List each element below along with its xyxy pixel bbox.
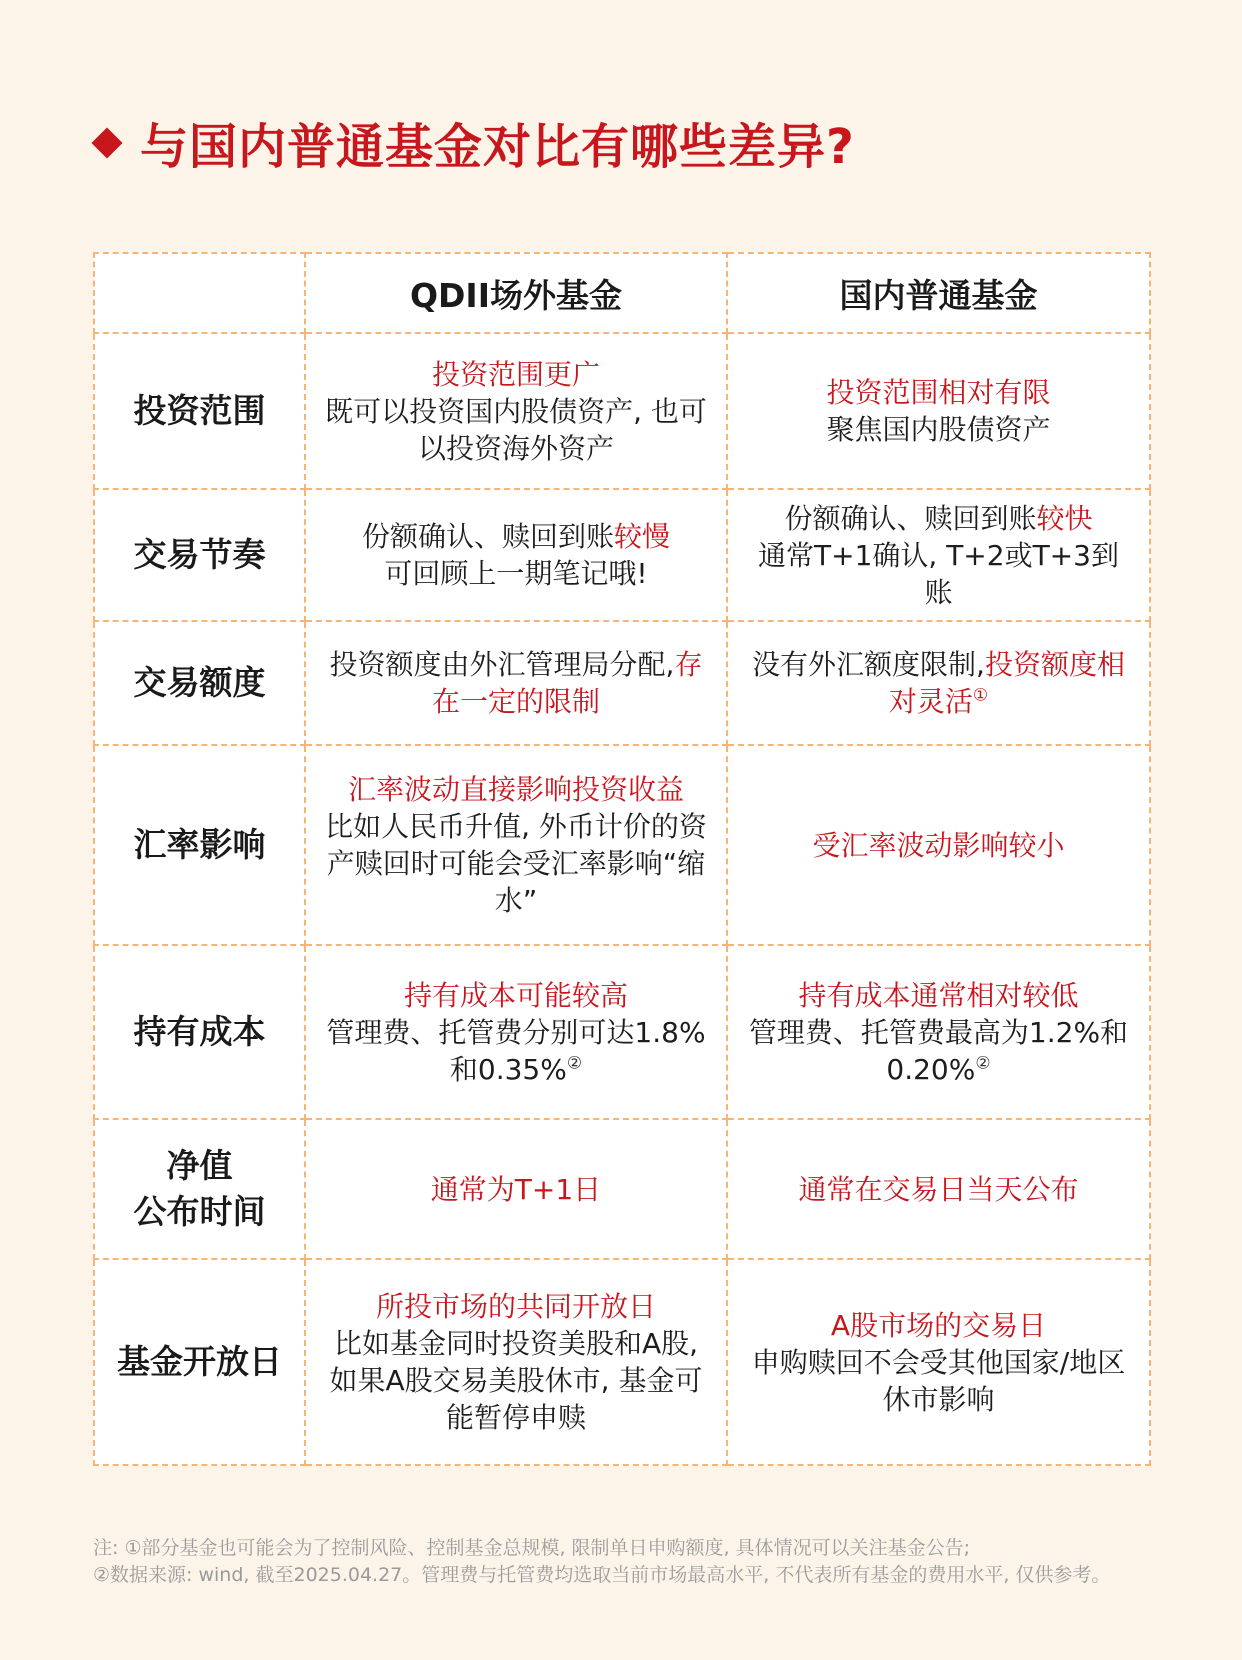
table-row <box>94 1119 1150 1259</box>
row-label-line1: 净值 <box>166 1146 233 1185</box>
domestic-cell <box>727 745 1150 945</box>
domestic-highlight: 投资范围相对有限 <box>826 376 1051 409</box>
qdii-cell <box>305 333 727 489</box>
domestic-text: 申购赎回不会受其他国家/地区休市影响 <box>751 1345 1126 1416</box>
domestic-first-line <box>746 500 1131 537</box>
qdii-cell <box>305 621 727 745</box>
table-row <box>94 745 1150 945</box>
qdii-text: 可回顾上一期笔记哦! <box>384 557 648 590</box>
footnotes <box>93 1535 1153 1589</box>
page-title: 与国内普通基金对比有哪些差异? <box>140 119 855 175</box>
qdii-highlight: 存在一定的限制 <box>431 648 703 718</box>
header-qdii: QDII场外基金 <box>305 253 727 333</box>
domestic-highlight: 持有成本通常相对较低 <box>798 978 1079 1012</box>
qdii-cell <box>305 1259 727 1465</box>
qdii-text-line <box>324 1014 708 1088</box>
qdii-cell <box>305 489 727 621</box>
row-label: 交易节奏 <box>94 489 305 621</box>
table-header-row <box>94 253 1150 333</box>
table-row <box>94 1259 1150 1465</box>
qdii-text-before: 份额确认、赎回到账 <box>361 520 614 553</box>
qdii-text: 比如基金同时投资美股和A股, 如果A股交易美股休市, 基金可能暂停申赎 <box>329 1327 703 1434</box>
comparison-table <box>93 252 1151 1466</box>
footnote-2: ②数据来源: wind, 截至2025.04.27。管理费与托管费均选取当前市场最高水平, 不代表所有基金的费用水平, 仅供参考。 <box>93 1564 1111 1586</box>
qdii-text: 既可以投资国内股债资产, 也可以投资海外资产 <box>325 394 707 465</box>
domestic-cell <box>727 1119 1150 1259</box>
footnote-mark: ② <box>566 1053 583 1074</box>
header-domestic: 国内普通基金 <box>727 253 1150 333</box>
domestic-cell <box>727 945 1150 1119</box>
domestic-highlight: 通常在交易日当天公布 <box>798 1172 1079 1206</box>
table-row <box>94 945 1150 1119</box>
row-label: 基金开放日 <box>94 1259 305 1465</box>
qdii-text: 管理费、托管费分别可达1.8%和0.35% <box>326 1015 706 1086</box>
header-empty-cell <box>94 253 305 333</box>
domestic-text: 管理费、托管费最高为1.2%和0.20% <box>748 1015 1129 1086</box>
domestic-text-line <box>746 1014 1131 1088</box>
domestic-cell <box>727 489 1150 621</box>
qdii-first-line <box>324 518 708 555</box>
footnote-mark: ② <box>975 1053 991 1074</box>
qdii-cell <box>305 945 727 1119</box>
domestic-cell <box>727 333 1150 489</box>
qdii-text: 比如人民币升值, 外币计价的资产赎回时可能会受汇率影响“缩水” <box>325 810 707 917</box>
row-label <box>94 1119 305 1259</box>
row-label: 汇率影响 <box>94 745 305 945</box>
qdii-cell <box>305 1119 727 1259</box>
title-block <box>92 108 855 177</box>
table-row <box>94 333 1150 489</box>
diamond-bullet-icon <box>91 127 122 158</box>
qdii-highlight: 所投市场的共同开放日 <box>375 1290 656 1323</box>
row-label-line2: 公布时间 <box>133 1192 266 1231</box>
domestic-cell <box>727 1259 1150 1465</box>
qdii-highlight: 较慢 <box>614 520 671 553</box>
domestic-highlight: A股市场的交易日 <box>830 1308 1047 1342</box>
domestic-text-before: 份额确认、赎回到账 <box>784 501 1037 535</box>
domestic-text: 聚焦国内股债资产 <box>826 413 1051 446</box>
qdii-highlight: 汇率波动直接影响投资收益 <box>347 773 684 806</box>
qdii-highlight: 持有成本可能较高 <box>403 978 628 1012</box>
domestic-text: 通常T+1确认, T+2或T+3到账 <box>758 538 1119 609</box>
domestic-cell <box>727 621 1150 745</box>
table-row <box>94 621 1150 745</box>
domestic-text: 没有外汇额度限制, <box>752 648 985 681</box>
row-label: 投资范围 <box>94 333 305 489</box>
footnote-mark: ① <box>972 685 989 706</box>
row-label: 交易额度 <box>94 621 305 745</box>
row-label: 持有成本 <box>94 945 305 1119</box>
qdii-cell <box>305 745 727 945</box>
footnote-1: 注: ①部分基金也可能会为了控制风险、控制基金总规模, 限制单日申购额度, 具体情况可以关注基金公告; <box>93 1537 971 1559</box>
domestic-highlight: 受汇率波动影响较小 <box>812 828 1065 862</box>
qdii-highlight: 通常为T+1日 <box>430 1172 602 1206</box>
qdii-highlight: 投资范围更广 <box>431 357 600 391</box>
domestic-highlight: 较快 <box>1036 501 1093 535</box>
domestic-highlight: 投资额度相对灵活 <box>888 648 1125 718</box>
table-row <box>94 489 1150 621</box>
qdii-text: 投资额度由外汇管理局分配, <box>329 648 675 681</box>
